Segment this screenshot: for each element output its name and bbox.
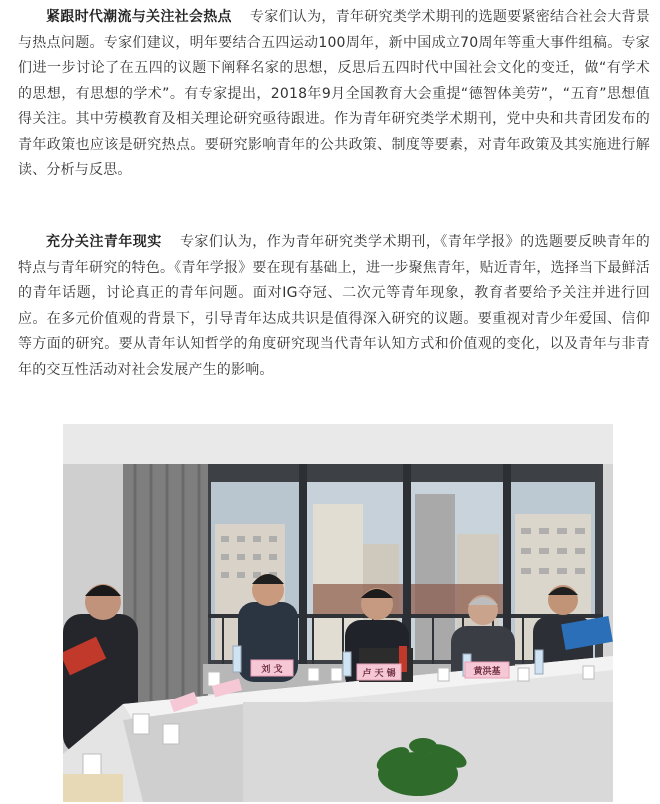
- nameplate-1: [251, 660, 293, 676]
- nameplate-3-text: 黄洪基: [473, 667, 501, 677]
- nameplate-3: [465, 662, 509, 678]
- section-2-heading: 充分关注青年现实: [46, 234, 162, 250]
- section-1-body: 专家们认为，青年研究类学术期刊的选题要紧密结合社会大背景与热点问题。专家们建议，明年要结合五四运动100周年，新中国成立70周年等重大事件组稿。专家们进一步讨论了在五四的议题下阐释名家的思想，反思后五四时代中国社会文化的变迁，做“有学术的思想，有思想的学术”。有专家提出，2018年9月全国教育大会重提“德智体美劳”，“五育”思想值得关注。其中劳模教育及相关理论研究亟待跟进。作为青年研究类学术期刊，党中央和共青团发布的青年政策也应该是研究热点。要研究影响青年的公共政策、制度等要素，对青年政策及其实施进行解读、分析与反思。: [18, 9, 650, 178]
- section-1-heading: 紧跟时代潮流与关注社会热点: [46, 9, 232, 25]
- section-2-body: 专家们认为，作为青年研究类学术期刊，《青年学报》的选题要反映青年的特点与青年研究的特色。《青年学报》要在现有基础上，进一步聚焦青年，贴近青年，选择当下最鲜活的青年话题，讨论真正的青年问题。面对IG夺冠、二次元等青年现象，教育者要给予关注并进行回应。在多元价值观的背景下，引导青年达成共识是值得深入研究的议题。要重视对青少年爱国、信仰等方面的研究。要从青年认知哲学的角度研究现当代青年认知方式和价值观的变化，以及青年与非青年的交互性活动对社会发展产生的影响。: [18, 234, 650, 378]
- section-1-paragraph: [18, 5, 650, 184]
- meeting-photo: [63, 424, 613, 802]
- nameplate-2-text: 卢 天 锡: [362, 669, 396, 679]
- nameplate-2: [357, 664, 401, 680]
- nameplate-1-text: 刘 戈: [261, 665, 283, 675]
- meeting-photo-illustration: [63, 424, 613, 802]
- section-2-paragraph: [18, 230, 650, 383]
